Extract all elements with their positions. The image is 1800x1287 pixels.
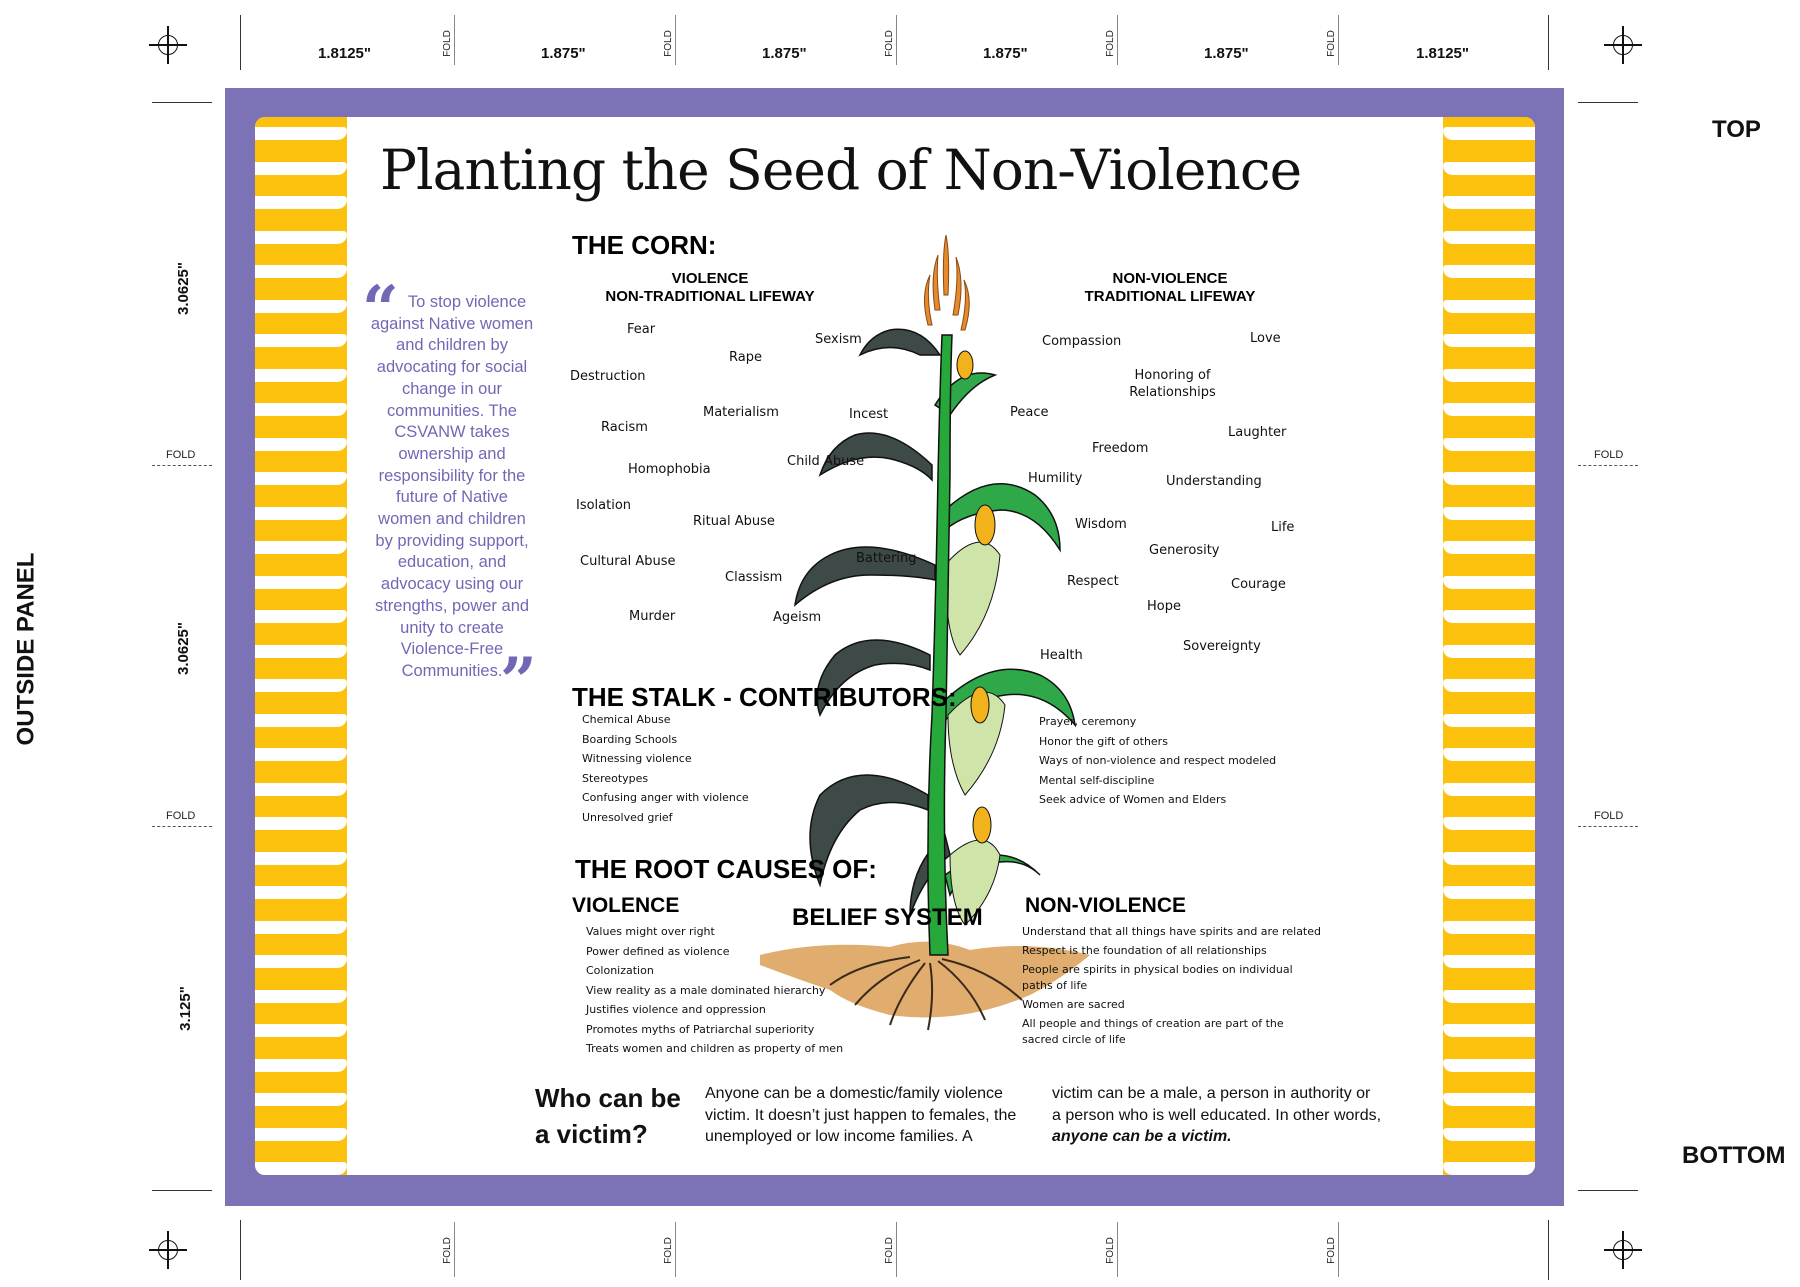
violence-word: Racism [601,420,648,435]
nonviolence-lifeway-heading [1020,270,1320,306]
fold-label-top: FOLD [1325,30,1337,57]
fold-line [1117,15,1118,65]
stripe-bar [1443,645,1535,658]
nonviolence-word: Compassion [1042,334,1122,349]
corn-heading: THE CORN: [572,230,717,260]
stalk-heading: THE STALK - CONTRIBUTORS: [572,682,957,712]
nonviolence-word: Life [1271,520,1295,535]
stripe-bar [1443,127,1535,140]
stripe-bar [1443,1059,1535,1072]
stripe-bar [1443,162,1535,175]
list-item: Boarding Schools [582,732,678,746]
stripe-bar [1443,955,1535,968]
stripe-bar [255,472,347,485]
stripe-bar [255,783,347,796]
open-quote-mark: “ [362,272,399,347]
violence-word: Rape [729,350,762,365]
list-item: View reality as a male dominated hierarchy [586,983,826,997]
fold-label-bottom: FOLD [883,1237,895,1264]
measure-top-3: 1.875" [762,45,807,62]
stripe-bar [255,438,347,451]
registration-mark-br [1610,1237,1636,1263]
non-violence-label: NON-VIOLENCE [1112,270,1228,287]
list-item: Women are sacred [1022,998,1125,1011]
mission-quote: To stop violence against Native women and children by advocating for social change in our communities. The CSVANW takes ownership and responsibility for the future of Native women and children by providing support, education, and advocacy using our strengths, power and unity to create Violence-Free Communities. [370,293,534,680]
violence-word: Destruction [570,369,646,384]
nonviolence-word: Love [1250,331,1281,346]
violence-lifeway-heading [560,270,860,306]
fold-line [896,1222,897,1277]
violence-word: Ritual Abuse [693,514,775,529]
stripe-bar [255,921,347,934]
stripe-bar [1443,990,1535,1003]
violence-word: Sexism [815,332,862,347]
stripe-bar [255,990,347,1003]
stripe-bar [255,955,347,968]
fold-label-top: FOLD [1104,30,1116,57]
crop-line [152,102,212,103]
stripe-bar [255,369,347,382]
left-stripe-pattern [255,117,347,1175]
fold-line [675,15,676,65]
belief-system-label: BELIEF SYSTEM [792,904,983,931]
crop-line [1578,102,1638,103]
page-title: Planting the Seed of Non-Violence [380,138,1302,202]
fold-label-right: FOLD [1594,810,1624,822]
stripe-bar [1443,679,1535,692]
stripe-bar [255,714,347,727]
list-item: Mental self-discipline [1039,773,1155,787]
stripe-bar [255,748,347,761]
violence-word: Incest [849,407,889,422]
violence-label: VIOLENCE [671,270,749,287]
stripe-bar [1443,886,1535,899]
list-item: Colonization [586,964,654,977]
nonviolence-word: Humility [1028,471,1083,486]
nonviolence-word: Health [1040,648,1083,663]
list-item: All people and things of creation are part of the sacred circle of life [1022,1017,1284,1046]
close-quote-mark: ” [500,644,537,719]
list-item: Chemical Abuse [582,713,671,726]
traditional-lifeway-label: TRADITIONAL LIFEWAY [1084,288,1256,305]
stripe-bar [1443,265,1535,278]
victim-heading-line-1: Who can be [535,1083,681,1113]
measure-top-4: 1.875" [983,45,1028,62]
violence-word: Fear [627,322,656,337]
victim-emphasis: anyone can be a victim. [1052,1128,1232,1146]
list-item: Seek advice of Women and Elders [1039,793,1227,806]
measure-top-6: 1.8125" [1416,45,1469,62]
nonviolence-word: Freedom [1092,441,1149,456]
fold-label-top: FOLD [441,30,453,57]
stripe-bar [1443,1128,1535,1141]
fold-label-top: FOLD [662,30,674,57]
fold-line [454,1222,455,1277]
list-item: Witnessing violence [582,752,692,765]
stripe-bar [1443,472,1535,485]
nonviolence-word: Generosity [1149,543,1220,558]
fold-line [1578,826,1638,827]
stripe-bar [255,645,347,658]
stripe-bar [1443,714,1535,727]
stripe-bar [1443,541,1535,554]
stripe-bar [255,679,347,692]
nonviolence-word: Respect [1067,574,1119,589]
list-item: Stereotypes [582,771,649,785]
fold-line [675,1222,676,1277]
stripe-bar [1443,438,1535,451]
stripe-bar [1443,231,1535,244]
label-outside-panel: OUTSIDE PANEL [12,552,40,746]
violence-word: Ageism [773,610,822,625]
nonviolence-word: Hope [1147,599,1181,614]
violence-word: Cultural Abuse [580,554,676,569]
stripe-bar [1443,817,1535,830]
stripe-bar [1443,783,1535,796]
stripe-bar [255,541,347,554]
label-top: TOP [1712,116,1761,143]
nonviolence-word: Peace [1010,405,1049,420]
fold-line [152,826,212,827]
corn-ears [945,351,1005,925]
measure-top-1: 1.8125" [318,45,371,62]
fold-line [1338,15,1339,65]
measure-left-2: 3.0625" [175,622,192,675]
roots-heading: THE ROOT CAUSES OF: [575,854,877,884]
fold-line [152,465,212,466]
violence-word: Child Abuse [787,454,865,469]
victim-paragraph-2-text: victim can be a male, a person in authority or a person who is well educated. In other words, [1052,1085,1382,1124]
victim-paragraph-1: Anyone can be a domestic/family violence victim. It doesn’t just happen to females, the unemployed or low income families. A [705,1085,1017,1146]
violence-word: Classism [725,570,783,585]
list-item: Justifies violence and oppression [586,1003,766,1016]
crop-line [1578,1190,1638,1191]
corn-tassel [924,235,969,330]
nonviolence-word: Understanding [1166,474,1262,489]
stripe-bar [255,231,347,244]
roots-nonviolence-label: NON-VIOLENCE [1025,894,1187,917]
stripe-bar [255,403,347,416]
victim-heading-line-2: a victim? [535,1119,648,1149]
stripe-bar [255,162,347,175]
stripe-bar [255,507,347,520]
list-item: People are spirits in physical bodies on individual paths of life [1022,963,1293,992]
registration-mark-bl [155,1237,181,1263]
stripe-bar [255,576,347,589]
fold-label-bottom: FOLD [441,1237,453,1264]
violence-word: Isolation [576,498,632,513]
stripe-bar [1443,403,1535,416]
stripe-bar [1443,576,1535,589]
stripe-bar [1443,1162,1535,1175]
fold-line [454,15,455,65]
stripe-bar [1443,852,1535,865]
violence-word: Murder [629,609,676,624]
list-item: Understand that all things have spirits and are related [1022,925,1321,938]
stripe-bar [255,886,347,899]
roots-violence-list [586,922,843,1059]
stripe-bar [255,1162,347,1175]
stripe-bar [255,127,347,140]
list-item: Values might over right [586,925,715,938]
list-item: Promotes myths of Patriarchal superiority [586,1022,815,1036]
registration-mark-tl [155,32,181,58]
nonviolence-word: Laughter [1228,425,1287,440]
violence-word: Materialism [703,405,779,420]
right-stripe-pattern [1443,117,1535,1175]
roots-violence-label: VIOLENCE [572,894,680,917]
stalk-violence-list [582,710,749,827]
stripe-bar [255,1093,347,1106]
fold-label-left: FOLD [166,810,196,822]
stripe-bar [255,817,347,830]
nonviolence-word: Wisdom [1075,517,1127,532]
corn-stalk [928,335,952,955]
stripe-bar [255,334,347,347]
fold-label-bottom: FOLD [662,1237,674,1264]
nonviolence-word: Courage [1231,577,1286,592]
stripe-bar [1443,921,1535,934]
stripe-bar [1443,369,1535,382]
stripe-bar [1443,1093,1535,1106]
non-traditional-lifeway-label: NON-TRADITIONAL LIFEWAY [605,288,815,305]
fold-label-left: FOLD [166,449,196,461]
trim-line [1548,1220,1549,1280]
label-bottom: BOTTOM [1682,1142,1786,1169]
nonviolence-word: Sovereignty [1183,639,1261,654]
fold-line [1338,1222,1339,1277]
stripe-bar [1443,507,1535,520]
stalk-nonviolence-list [1039,712,1276,810]
stripe-bar [255,852,347,865]
fold-line [1117,1222,1118,1277]
stripe-bar [255,1059,347,1072]
list-item: Unresolved grief [582,810,673,824]
victim-paragraph-2 [1052,1083,1382,1148]
stripe-bar [255,265,347,278]
fold-label-top: FOLD [883,30,895,57]
measure-top-5: 1.875" [1204,45,1249,62]
roots-nonviolence-list [1022,924,1342,1048]
violence-word: Battering [856,551,917,566]
trim-line [240,1220,241,1280]
fold-line [1578,465,1638,466]
list-item: Honor the gift of others [1039,734,1168,748]
stripe-bar [255,1128,347,1141]
list-item: Power defined as violence [586,944,730,958]
fold-line [896,15,897,65]
stripe-bar [255,1024,347,1037]
stripe-bar [1443,610,1535,623]
list-item: Confusing anger with violence [582,791,749,804]
stripe-bar [255,610,347,623]
stripe-bar [255,196,347,209]
stripe-bar [1443,748,1535,761]
fold-label-bottom: FOLD [1325,1237,1337,1264]
trim-line [1548,15,1549,70]
nonviolence-word: Honoring of Relationships [1129,368,1216,400]
fold-label-right: FOLD [1594,449,1624,461]
stripe-bar [1443,196,1535,209]
fold-label-bottom: FOLD [1104,1237,1116,1264]
measure-left-1: 3.0625" [175,262,192,315]
list-item: Prayer, ceremony [1039,715,1137,728]
stripe-bar [1443,300,1535,313]
stripe-bar [1443,1024,1535,1037]
trim-line [240,15,241,70]
crop-line [152,1190,212,1191]
list-item: Respect is the foundation of all relationships [1022,944,1267,957]
victim-heading [535,1080,681,1152]
registration-mark-tr [1610,32,1636,58]
measure-top-2: 1.875" [541,45,586,62]
violence-word: Homophobia [628,462,711,477]
list-item: Ways of non-violence and respect modeled [1039,754,1277,767]
measure-left-3: 3.125" [176,986,194,1031]
stripe-bar [1443,334,1535,347]
stripe-bar [255,300,347,313]
list-item: Treats women and children as property of men [586,1042,844,1055]
